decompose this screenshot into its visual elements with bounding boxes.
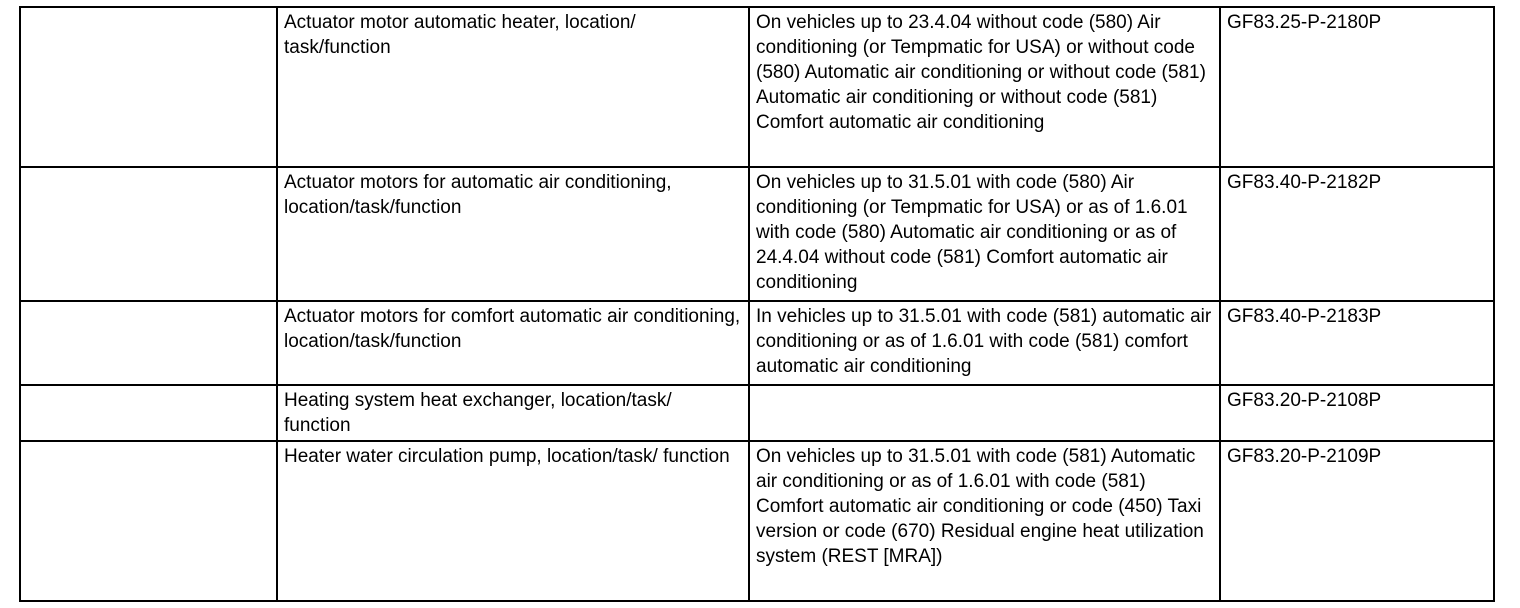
table-row (20, 167, 1494, 301)
table-row (20, 441, 1494, 601)
row-blank-cell (20, 7, 277, 167)
document-number: GF83.20-P-2108P (1220, 385, 1494, 441)
document-number: GF83.40-P-2183P (1220, 301, 1494, 385)
component-title: Actuator motors for automatic air conditioning, location/task/function (277, 167, 749, 301)
document-table (19, 6, 1495, 602)
document-number: GF83.40-P-2182P (1220, 167, 1494, 301)
applicability-condition: On vehicles up to 31.5.01 with code (581) Automatic air conditioning or as of 1.6.01 with code (581) Comfort automatic air conditioning or code (450) Taxi version or code (670) Residual engine heat utilization system (REST [MRA]) (749, 441, 1220, 601)
component-title: Heater water circulation pump, location/task/ function (277, 441, 749, 601)
table-row (20, 385, 1494, 441)
table-row (20, 7, 1494, 167)
table-row (20, 301, 1494, 385)
component-title: Actuator motors for comfort automatic air conditioning, location/task/function (277, 301, 749, 385)
document-number: GF83.25-P-2180P (1220, 7, 1494, 167)
row-blank-cell (20, 441, 277, 601)
applicability-condition: In vehicles up to 31.5.01 with code (581) automatic air conditioning or as of 1.6.01 with code (581) comfort automatic air conditioning (749, 301, 1220, 385)
document-number: GF83.20-P-2109P (1220, 441, 1494, 601)
component-title: Actuator motor automatic heater, location/ task/function (277, 7, 749, 167)
row-blank-cell (20, 385, 277, 441)
applicability-condition: On vehicles up to 31.5.01 with code (580) Air conditioning (or Tempmatic for USA) or as of 1.6.01 with code (580) Automatic air conditioning or as of 24.4.04 without code (581) Comfort automatic air conditioning (749, 167, 1220, 301)
component-title: Heating system heat exchanger, location/task/ function (277, 385, 749, 441)
row-blank-cell (20, 167, 277, 301)
applicability-condition (749, 385, 1220, 441)
row-blank-cell (20, 301, 277, 385)
applicability-condition: On vehicles up to 23.4.04 without code (580) Air conditioning (or Tempmatic for USA) or without code (580) Automatic air conditioning or without code (581) Automatic air conditioning or without code (581) Comfort automatic air conditioning (749, 7, 1220, 167)
